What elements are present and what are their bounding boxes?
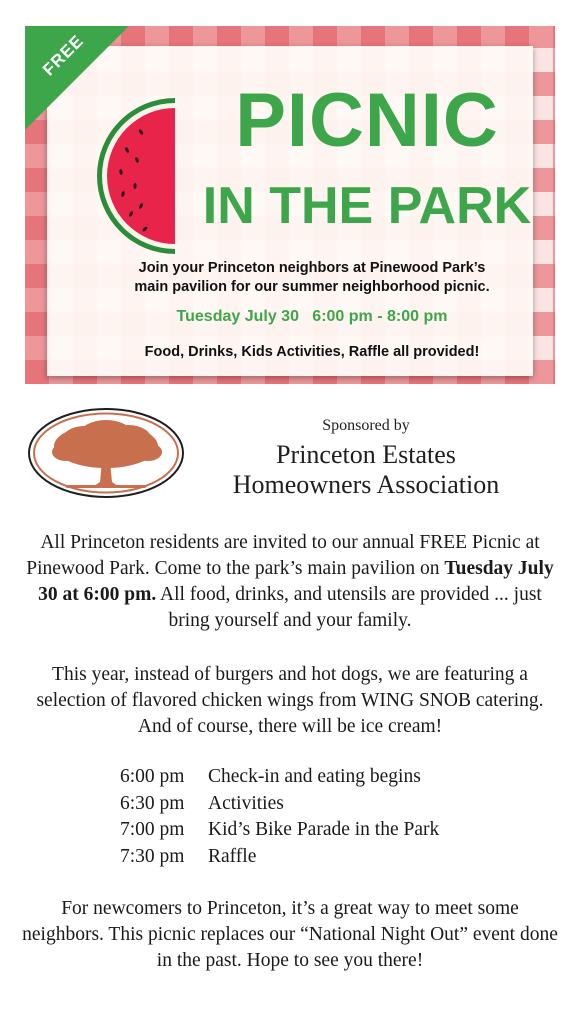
menu-paragraph: This year, instead of burgers and hot dogs, we are featuring a selection of flavored chicken wings from WING SNOB catering. And of course, there will be ice cream! <box>36 664 544 737</box>
schedule-row <box>120 791 520 818</box>
schedule-event: Check-in and eating begins <box>208 766 421 787</box>
banner-provided: Food, Drinks, Kids Activities, Raffle all provided! <box>144 344 480 360</box>
schedule-time: 6:30 pm <box>120 792 185 814</box>
banner-title-line2: IN THE PARK <box>202 177 532 235</box>
picnic-banner <box>25 26 555 384</box>
schedule-event: Kid’s Bike Parade in the Park <box>208 819 440 840</box>
banner-intro-line1: Join your Princeton neighbors at Pinewood Park’s <box>138 260 486 276</box>
oak-tree-logo-icon <box>26 406 186 500</box>
schedule-time: 7:30 pm <box>120 845 185 867</box>
banner-intro-line2: main pavilion for our summer neighborhood picnic. <box>134 279 490 295</box>
invitation-paragraph <box>18 530 562 634</box>
schedule-row <box>120 817 520 844</box>
schedule-event: Activities <box>208 792 284 814</box>
schedule-time: 7:00 pm <box>120 819 185 840</box>
schedule-time: 6:00 pm <box>120 766 185 787</box>
event-schedule <box>120 764 520 870</box>
sponsor-name-line2: Homeowners Association <box>232 470 500 499</box>
invitation-text-b: All food, drinks, and utensils are provided ... just bring yourself and your family. <box>156 584 542 631</box>
invitation-text-a: All Princeton residents are invited to our annual FREE Picnic at Pinewood Park. Come to the park’s main pavilion on <box>26 532 540 579</box>
sponsor-name-line1: Princeton Estates <box>276 440 456 469</box>
schedule-row <box>120 764 520 791</box>
schedule-event: Raffle <box>208 845 257 867</box>
banner-title-line1: PICNIC <box>235 78 499 163</box>
invitation-date-bold: Tuesday July 30 at 6:00 pm. <box>38 558 554 605</box>
banner-date-time: Tuesday July 30 6:00 pm - 8:00 pm <box>176 308 448 325</box>
free-ribbon-label: FREE <box>39 31 88 80</box>
closing-paragraph: For newcomers to Princeton, it’s a great way to meet some neighbors. This picnic replaces our “National Night Out” event done in the past. Hope to see you there! <box>22 898 558 971</box>
schedule-row <box>120 844 520 871</box>
sponsored-by-label: Sponsored by <box>322 417 410 434</box>
